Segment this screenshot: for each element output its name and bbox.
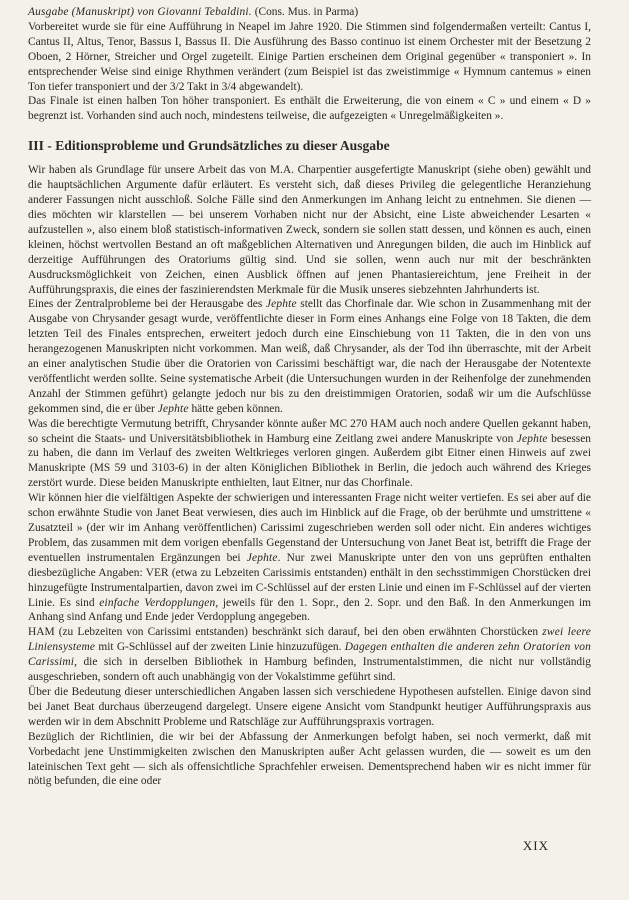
- body-paragraph-7: Bezüglich der Richtlinien, die wir bei der Abfassung der Anmerkungen befolgt haben, sei noch vermerkt, daß mit Vorbedacht jene Unstimmigkeiten zwischen den Manuskripten außer Acht gelassen wurden, die — soweit es um den lateinischen Text geht — sich als offensichtliche Sprachfehler erweisen. Dementsprechend haben wir es nicht immer für nötig befunden, die eine oder: [28, 730, 591, 788]
- body-paragraph-2: Eines der Zentralprobleme bei der Herausgabe des Jephte stellt das Chorfinale dar. Wie schon in Zusammenhang mit der Ausgabe von Chrysander gesagt wurde, veröffentlichte dieser in Form eines Anhangs eine Folge von 18 Takten, die dem letzten Teil des Finales entsprechen, erweitert jedoch durch eine Einschiebung von 11 Takten, die in den von uns herangezogenen Manuskripten nicht vorkommen. Man weiß, daß Chrysander, als der Tod ihn überraschte, mit der Arbeit an einer analytischen Studie über die Oratorien von Carissimi beschäftigt war, die nach der Herausgabe der Notentexte veröffentlicht werden sollte. Seine systematische Arbeit (die Untersuchungen wurden in der Reihenfolge der zunehmenden Anzahl der Stimmen geführt) gelangte jedoch nur bis zu den dreistimmigen Oratorien, sodaß wir um die Aufschlüsse gekommen sind, die er über Jephte hätte geben können.: [28, 298, 591, 415]
- source-citation: Ausgabe (Manuskript) von Giovanni Tebaldini.: [28, 6, 252, 18]
- body-paragraph-6: Über die Bedeutung dieser unterschiedlichen Angaben lassen sich verschiedene Hypothesen aufstellen. Einige davon sind bei Janet Beat durchaus überzeugend dargelegt. Unsere eigene Ansicht vom Standpunkt heutiger Aufführungspraxis aus werden wir in dem Abschnitt Probleme und Ratschläge zur Aufführungspraxis vortragen.: [28, 685, 591, 728]
- intro-paragraph-2: Das Finale ist einen halben Ton höher transponiert. Es enthält die Erweiterung, die von einem « C » und einem « D » begrenzt ist. Vorhanden sind auch noch, mindestens teilweise, die aufgezeigten « Unregelmäßigkeiten ».: [28, 95, 591, 123]
- intro-paragraph-1: Ausgabe (Manuskript) von Giovanni Tebaldini. (Cons. Mus. in Parma) Vorbereitet wurde sie für eine Aufführung in Neapel im Jahre 1920. Die Stimmen sind folgendermaßen verteilt: Cantus I, Cantus II, Altus, Tenor, Bassus I, Bassus II. Die Ausführung des Basso continuo ist einem Orchester mit der Besetzung 2 Oboen, 2 Hörner, Streicher und Orgel zugeteilt. Einige Partien erscheinen dem Original gegenüber « transponiert ». In entsprechender Weise sind einige Rhythmen verändert (zum Beispiel ist das zweistimmige « Hymnum cantemus » einen Ton tiefer transponiert und der 3/2 Takt in 3/4 abgewandelt).: [28, 6, 591, 93]
- body-paragraph-4: Wir können hier die vielfältigen Aspekte der schwierigen und interessanten Frage nicht weiter vertiefen. Es sei aber auf die schon erwähnte Studie von Janet Beat verwiesen, dies auch im Hinblick auf die Frage, ob der berühmte und umstrittene « Zusatzteil » (der wir im Anhang veröffentlichen) Carissimi zugeschrieben werden soll oder nicht. Ein anderes wichtiges Problem, das zusammen mit dem vorigen ebenfalls Gegenstand der Untersuchung von Janet Beat ist, betrifft die Frage der eventuellen instrumentalen Ergänzungen bei Jephte. Nur zwei Manuskripte unter den von uns geprüften enthalten diesbezügliche Angaben: VER (etwa zu Lebzeiten Carissimis entstanden) enthält in den sechsstimmigen Chorstücken drei hinzugefügte Instrumentalpartien, davon zwei im C-Schlüssel auf der ersten Linie und einen im F-Schlüssel auf der vierten Linie. Es sind einfache Verdopplungen, jeweils für den 1. Sopr., den 2. Sopr. und den Baß. In den Anmerkungen im Anhang sind Anfang und Ende jeder Verdopplung angegeben.: [28, 492, 592, 624]
- work-title: Jephte: [246, 551, 278, 564]
- emphasis: einfache Verdopplungen: [99, 596, 216, 609]
- body-paragraph-5: HAM (zu Lebzeiten von Carissimi entstanden) beschränkt sich darauf, bei den oben erwähnten Chorstücken zwei leere Liniensysteme mit G-Schlüssel auf der zweiten Linie hinzuzufügen. Dagegen enthalten die anderen zehn Oratorien von Carissimi, die sich in derselben Bibliothek in Hamburg befinden, Instrumentalstimmen, die nicht nur vollständig ausgeschrieben, sondern oft auch unabhängig von der Vokalstimme geführt sind.: [28, 626, 591, 684]
- work-title: Jephte: [157, 402, 189, 415]
- emphasis: Dagegen enthalten die anderen zehn Oratorien von Carissimi: [28, 641, 591, 669]
- body-paragraph-3: Was die berechtigte Vermutung betrifft, Chrysander könnte außer MC 270 HAM auch noch andere Quellen gekannt haben, so scheint die Staats- und Universitätsbibliothek in Hamburg eine Zeitlang zwei andere Manuskripte von Jephte besessen zu haben, die dann im Verlauf des zweiten Weltkrieges verloren gingen. Außerdem gibt Eitner einen Hinweis auf zwei Manuskripte (MS 59 und 3103-6) in der alten Königlichen Bibliothek in Berlin, die jedoch auch während des Krieges zerstört wurde. Diese beiden Manuskripte enthielten, laut Eitner, nur das Chorfinale.: [28, 417, 591, 490]
- body-paragraph-1: Wir haben als Grundlage für unsere Arbeit das von M.A. Charpentier ausgefertigte Manuskript (siehe oben) gewählt und die hauptsächlichen Argumente dafür erläutert. Es versteht sich, daß dieses Privileg die gelegentliche Heranziehung anderer Fassungen nicht ausschloß. Solche Fälle sind den Anmerkungen im Anhang leicht zu entnehmen. Sie dienen — dies möchten wir klarstellen — bei unserem Vorhaben nicht nur der Absicht, eine Liste abweichender Lesarten « aufzustellen », also einem bloß statistisch-informativen Zweck, sondern sie sollen statt dessen, und können es auch, einen kleinen, höchst wertvollen Bestand an oft maßgeblichen Alternativen und Anregungen bilden, die auch im Hinblick auf derzeitige Aufführungen des Oratoriums gültig sind. Und sie sollen, wenn auch nur mit der beschränkten Ausdrucksmöglichkeit von Zeichen, einen Ausblick öffnen auf jenen Phantasiereichtum, jene Freiheit in der Aufführungspraxis, die eines der faszinierendsten Merkmale für die Musik unseres siebzehnten Jahrhunderts ist.: [28, 164, 591, 296]
- work-title: Jephte: [516, 432, 548, 445]
- work-title: Jephte: [265, 298, 297, 311]
- page-number: XIX: [522, 838, 549, 853]
- emphasis: zwei leere Liniensysteme: [28, 626, 591, 654]
- section-heading: III - Editionsprobleme und Grundsätzliches zu dieser Ausgabe: [28, 138, 390, 154]
